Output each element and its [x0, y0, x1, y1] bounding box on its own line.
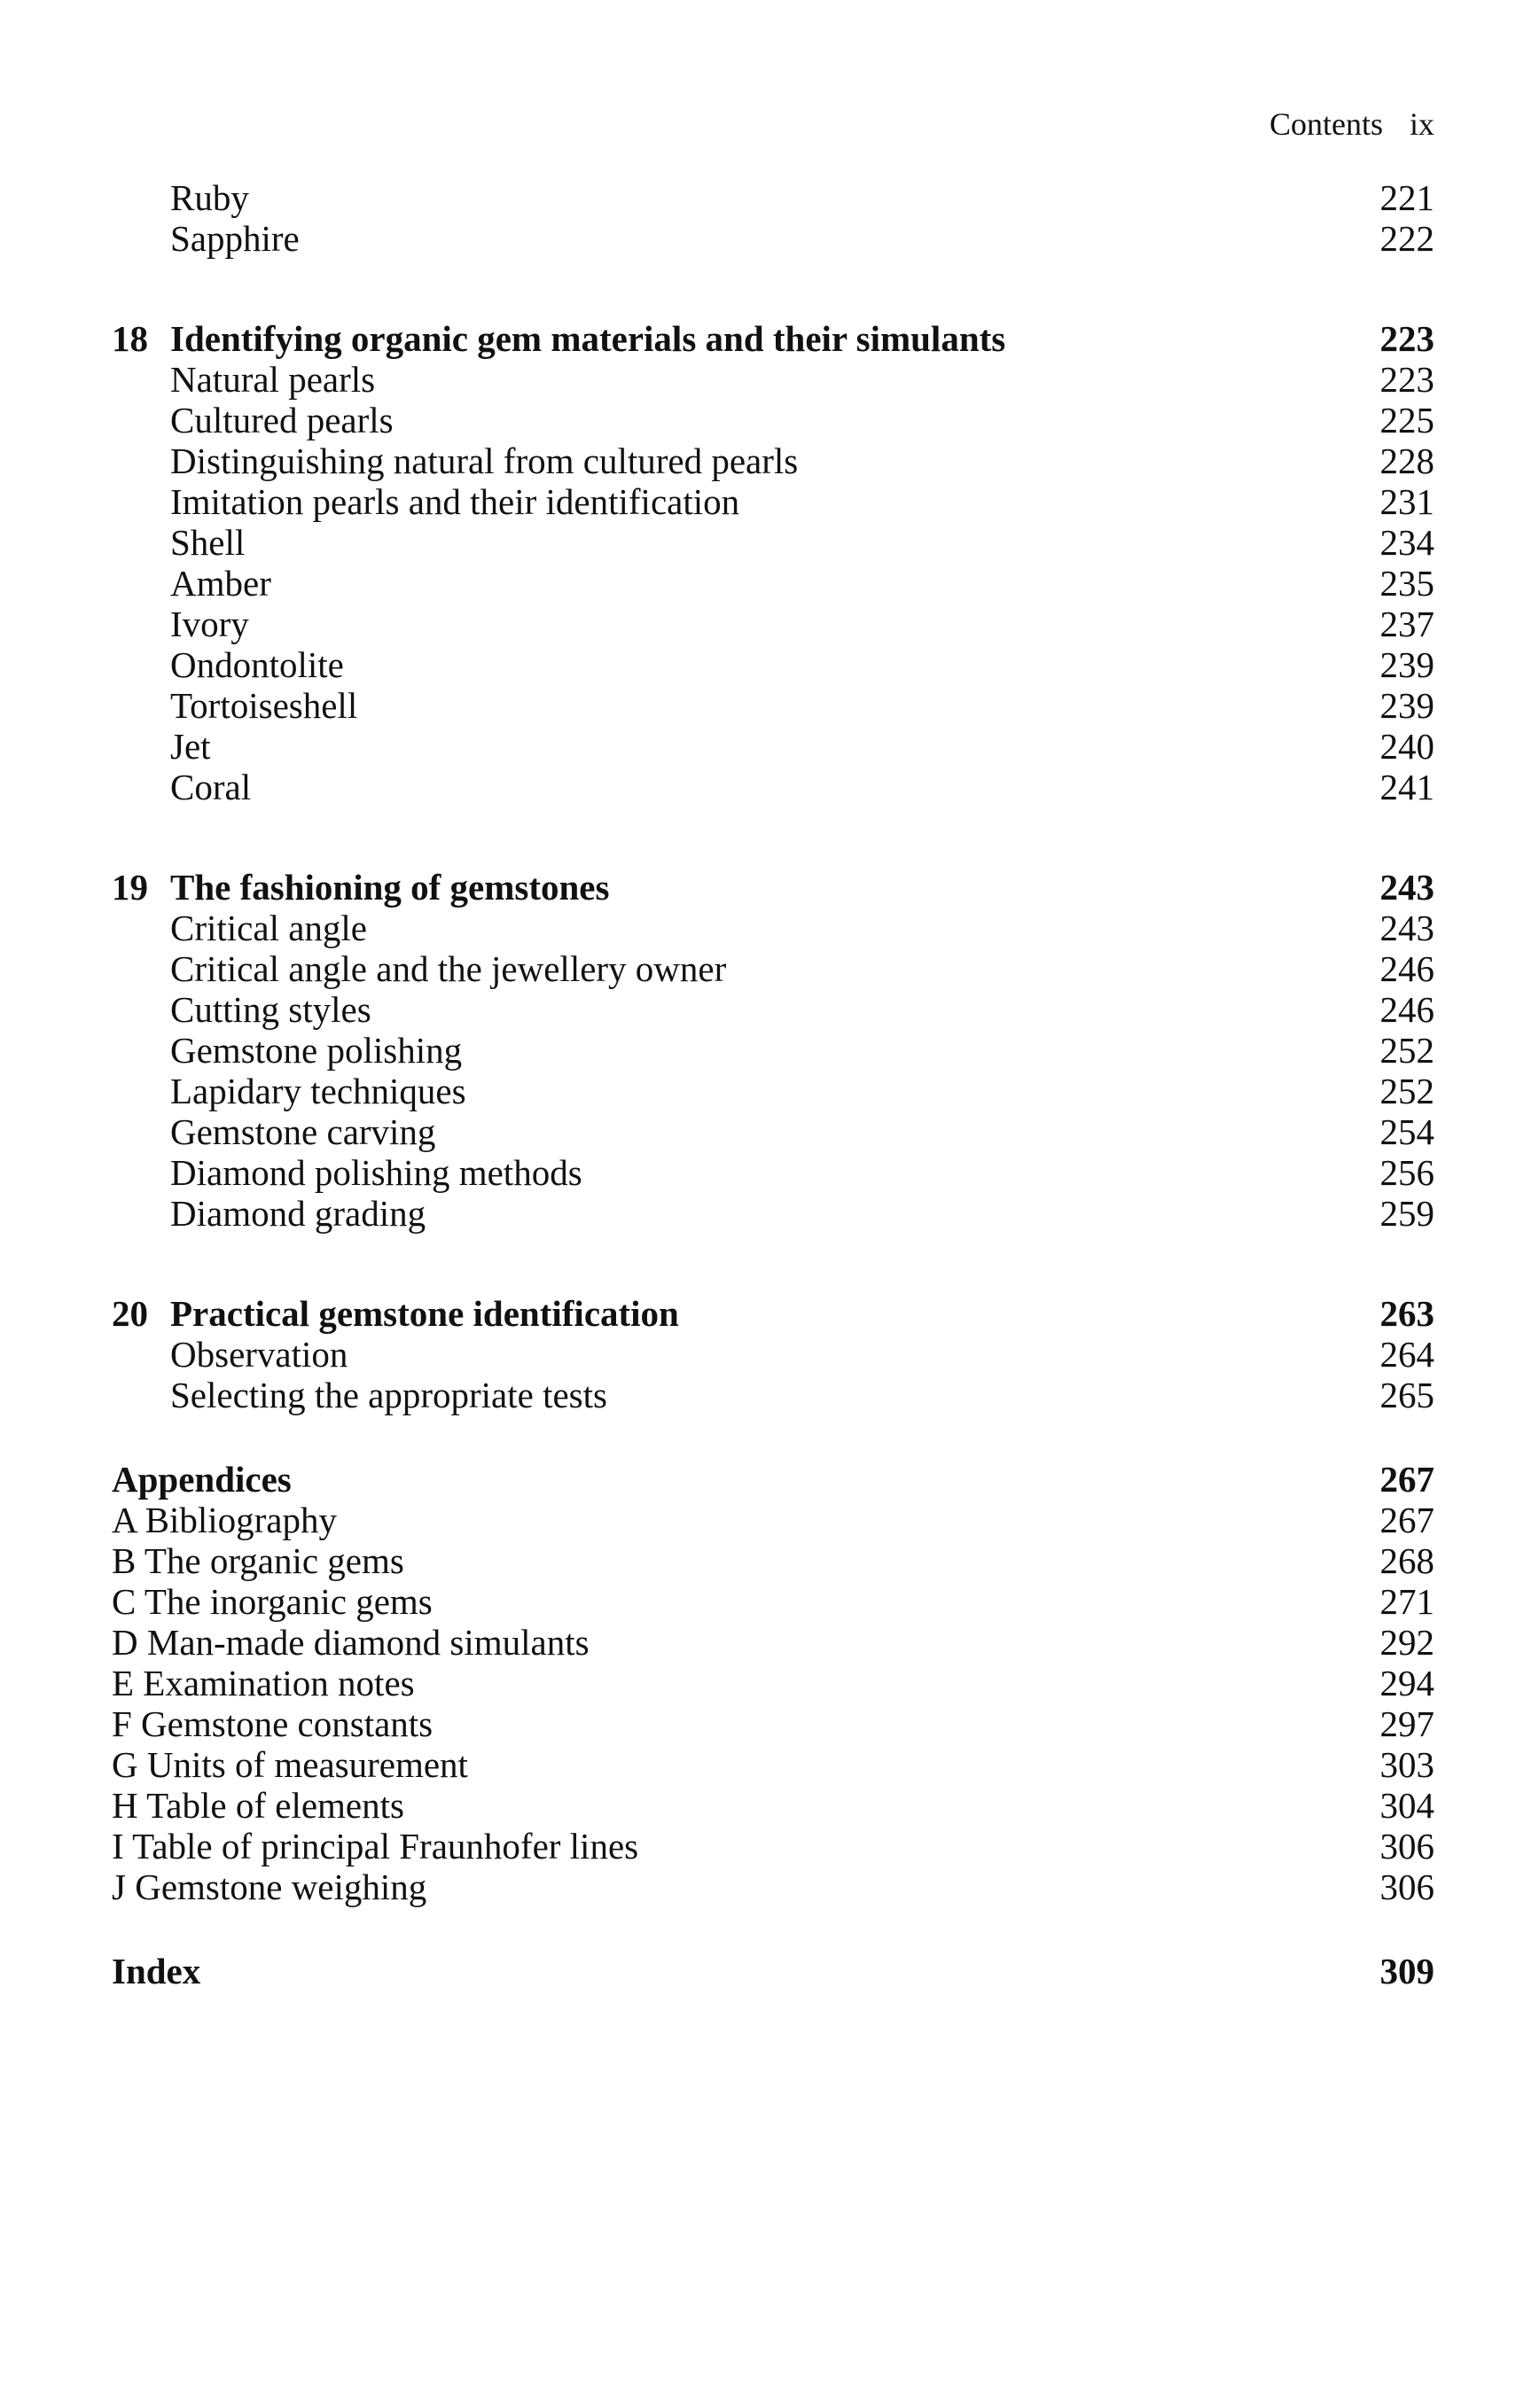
toc-section-title: Observation — [170, 1334, 348, 1375]
toc-chapter-title: The fashioning of gemstones — [170, 867, 610, 908]
toc-appendix-page: 267 — [1379, 1500, 1434, 1540]
toc-appendix[interactable] — [112, 1866, 1434, 1907]
running-head-title: Contents — [1269, 106, 1383, 142]
toc-section-page: 252 — [1379, 1071, 1434, 1111]
toc-section[interactable] — [112, 359, 1434, 400]
toc-appendix[interactable] — [112, 1622, 1434, 1663]
toc-section[interactable] — [112, 1111, 1434, 1152]
toc-section[interactable] — [112, 644, 1434, 685]
toc-section[interactable] — [112, 481, 1434, 522]
toc-section-title: Imitation pearls and their identification — [170, 481, 740, 522]
toc-section-page: 228 — [1379, 440, 1434, 481]
toc-section[interactable] — [112, 604, 1434, 644]
toc-section-ruby[interactable] — [112, 177, 1434, 218]
toc-section-page: 241 — [1379, 767, 1434, 807]
toc-appendix-title: C The inorganic gems — [112, 1581, 433, 1622]
toc-section[interactable] — [112, 522, 1434, 563]
toc-section-page: 256 — [1379, 1152, 1434, 1193]
toc-section-page: 240 — [1379, 726, 1434, 767]
toc-section-page: 223 — [1379, 359, 1434, 400]
toc-appendix-title: B The organic gems — [112, 1540, 404, 1581]
toc-section-title: Selecting the appropriate tests — [170, 1375, 607, 1415]
toc-section[interactable] — [112, 1375, 1434, 1415]
toc-chapter-page: 263 — [1379, 1293, 1434, 1334]
toc-chapter-number: 19 — [112, 867, 148, 908]
toc-section[interactable] — [112, 1193, 1434, 1234]
toc-section-title: Tortoiseshell — [170, 685, 358, 726]
toc-section-page: 243 — [1379, 908, 1434, 948]
toc-appendix-title: I Table of principal Fraunhofer lines — [112, 1826, 639, 1866]
toc-section-title: Lapidary techniques — [170, 1071, 466, 1111]
toc-section-title: Jet — [170, 726, 211, 767]
toc-section[interactable] — [112, 908, 1434, 948]
toc-section-page: 259 — [1379, 1193, 1434, 1234]
toc-appendix[interactable] — [112, 1500, 1434, 1540]
toc-section-title: Distinguishing natural from cultured pearls — [170, 440, 799, 481]
toc-section-title: Gemstone carving — [170, 1111, 436, 1152]
toc-section-page: 246 — [1379, 989, 1434, 1030]
toc-section[interactable] — [112, 726, 1434, 767]
toc-appendix-title: G Units of measurement — [112, 1744, 468, 1785]
toc-section-page: 234 — [1379, 522, 1434, 563]
toc-appendix-page: 294 — [1379, 1663, 1434, 1703]
toc-section[interactable] — [112, 440, 1434, 481]
toc-section-page: 231 — [1379, 481, 1434, 522]
toc-section-title: Cultured pearls — [170, 400, 394, 440]
toc-appendix-title: E Examination notes — [112, 1663, 415, 1703]
toc-section-title: Amber — [170, 563, 271, 604]
toc-section-sapphire[interactable] — [112, 218, 1434, 259]
toc-chapter-number: 18 — [112, 318, 148, 359]
toc-section-page: 246 — [1379, 948, 1434, 989]
toc-section-title: Ruby — [170, 177, 249, 218]
toc-section-page: 225 — [1379, 400, 1434, 440]
toc-appendix[interactable] — [112, 1581, 1434, 1622]
toc-section-page: 252 — [1379, 1030, 1434, 1071]
toc-appendix-page: 271 — [1379, 1581, 1434, 1622]
toc-chapter-page: 243 — [1379, 867, 1434, 908]
toc-section[interactable] — [112, 767, 1434, 807]
toc-chapter-number: 20 — [112, 1293, 148, 1334]
toc-section-title: Natural pearls — [170, 359, 376, 400]
toc-appendix[interactable] — [112, 1785, 1434, 1826]
toc-appendix-page: 306 — [1379, 1866, 1434, 1907]
toc-section[interactable] — [112, 685, 1434, 726]
toc-section-title: Ondontolite — [170, 644, 344, 685]
toc-appendix[interactable] — [112, 1744, 1434, 1785]
toc-appendix-page: 303 — [1379, 1744, 1434, 1785]
toc-section-title: Shell — [170, 522, 246, 563]
running-head-page-number: ix — [1409, 106, 1434, 142]
toc-appendix-title: F Gemstone constants — [112, 1703, 434, 1744]
toc-chapter-19[interactable] — [112, 867, 1434, 908]
toc-section[interactable] — [112, 400, 1434, 440]
toc-appendix[interactable] — [112, 1663, 1434, 1703]
toc-section-title: Cutting styles — [170, 989, 371, 1030]
toc-appendix[interactable] — [112, 1540, 1434, 1581]
toc-appendix[interactable] — [112, 1826, 1434, 1866]
toc-chapter-title: Practical gemstone identification — [170, 1293, 679, 1334]
toc-appendix[interactable] — [112, 1703, 1434, 1744]
toc-section-page: 222 — [1379, 218, 1434, 259]
toc-appendix-title: A Bibliography — [112, 1500, 337, 1540]
toc-index[interactable] — [112, 1951, 1434, 1991]
running-head — [1269, 103, 1434, 145]
toc-section-title: Diamond polishing methods — [170, 1152, 582, 1193]
toc-appendix-page: 297 — [1379, 1703, 1434, 1744]
toc-section-page: 254 — [1379, 1111, 1434, 1152]
toc-section-title: Critical angle — [170, 908, 367, 948]
toc-index-page: 309 — [1379, 1951, 1434, 1991]
toc-section[interactable] — [112, 989, 1434, 1030]
toc-section-title: Gemstone polishing — [170, 1030, 463, 1071]
toc-section[interactable] — [112, 1071, 1434, 1111]
toc-appendices-page: 267 — [1379, 1459, 1434, 1500]
toc-section-page: 239 — [1379, 644, 1434, 685]
toc-section-page: 235 — [1379, 563, 1434, 604]
toc-section[interactable] — [112, 1334, 1434, 1375]
toc-section-title: Sapphire — [170, 218, 300, 259]
toc-chapter-page: 223 — [1379, 318, 1434, 359]
toc-appendix-title: D Man-made diamond simulants — [112, 1622, 590, 1663]
toc-appendix-title: H Table of elements — [112, 1785, 404, 1826]
toc-section-title: Ivory — [170, 604, 249, 644]
toc-index-title: Index — [112, 1951, 201, 1991]
toc-appendix-page: 304 — [1379, 1785, 1434, 1826]
toc-section-title: Coral — [170, 767, 252, 807]
toc-section-page: 221 — [1379, 177, 1434, 218]
toc-section[interactable] — [112, 563, 1434, 604]
toc-section-page: 265 — [1379, 1375, 1434, 1415]
toc-chapter-title: Identifying organic gem materials and their simulants — [170, 318, 1006, 359]
toc-appendix-title: J Gemstone weighing — [112, 1866, 427, 1907]
toc-section[interactable] — [112, 948, 1434, 989]
toc-section-page: 264 — [1379, 1334, 1434, 1375]
toc-appendix-page: 268 — [1379, 1540, 1434, 1581]
toc-appendices-title: Appendices — [112, 1459, 292, 1500]
toc-section-page: 237 — [1379, 604, 1434, 644]
toc-section-page: 239 — [1379, 685, 1434, 726]
toc-chapter-20[interactable] — [112, 1293, 1434, 1334]
toc-appendix-page: 306 — [1379, 1826, 1434, 1866]
toc-section[interactable] — [112, 1152, 1434, 1193]
toc-section[interactable] — [112, 1030, 1434, 1071]
toc-section-title: Critical angle and the jewellery owner — [170, 948, 727, 989]
toc-section-title: Diamond grading — [170, 1193, 426, 1234]
toc-appendices-heading[interactable] — [112, 1459, 1434, 1500]
toc-chapter-18[interactable] — [112, 318, 1434, 359]
table-of-contents — [112, 177, 1434, 1991]
toc-appendix-page: 292 — [1379, 1622, 1434, 1663]
